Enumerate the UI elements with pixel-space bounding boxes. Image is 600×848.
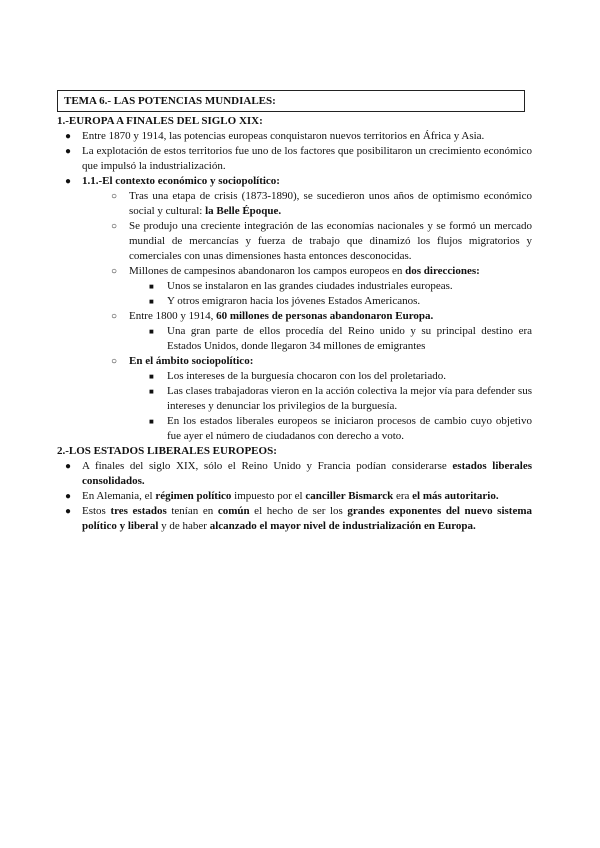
- list-item: ■ Las clases trabajadoras vieron en la acción colectiva la mejor vía para defender sus intereses y denunciar los privilegios de la burguesía.: [149, 385, 532, 412]
- list-item: ○ Entre 1800 y 1914, 60 millones de personas abandonaron Europa.: [111, 310, 434, 322]
- document-title: TEMA 6.- LAS POTENCIAS MUNDIALES:: [57, 90, 525, 112]
- list-item: ■ En los estados liberales europeos se iniciaron procesos de cambio cuyo objetivo fue ayer el número de ciudadanos con derecho a voto.: [149, 415, 532, 442]
- circle-bullet-icon: ○: [111, 191, 118, 202]
- circle-bullet-icon: ○: [111, 266, 118, 277]
- square-bullet-icon: ■: [149, 387, 154, 396]
- square-bullet-icon: ■: [149, 372, 154, 381]
- subsection-heading: ● 1.1.-El contexto económico y sociopolítico:: [65, 175, 280, 187]
- circle-bullet-icon: ○: [111, 311, 118, 322]
- square-bullet-icon: ■: [149, 282, 154, 291]
- list-item: ■ Unos se instalaron en las grandes ciudades industriales europeas.: [149, 280, 453, 292]
- disc-bullet-icon: ●: [65, 146, 72, 157]
- disc-bullet-icon: ●: [65, 491, 72, 502]
- section-heading-2: 2.-LOS ESTADOS LIBERALES EUROPEOS:: [57, 445, 277, 457]
- list-item: ● En Alemania, el régimen político impuesto por el canciller Bismarck era el más autoritario.: [65, 490, 499, 502]
- square-bullet-icon: ■: [149, 327, 154, 336]
- list-item: ■ Una gran parte de ellos procedía del Reino unido y su principal destino era Estados Unidos, donde llegaron 34 millones de emigrantes: [149, 325, 532, 352]
- square-bullet-icon: ■: [149, 297, 154, 306]
- list-item: ● Entre 1870 y 1914, las potencias europeas conquistaron nuevos territorios en África y Asia.: [65, 130, 485, 142]
- section-1-list: [57, 129, 532, 444]
- list-item: ■ Los intereses de la burguesía chocaron con los del proletariado.: [149, 370, 446, 382]
- list-item: ○ Se produjo una creciente integración de las economías nacionales y se formó un mercado mundial de mercancías y fuerza de trabajo que dinamizó los flujos migratorios y comerciales con unas dimensiones hasta entonces desconocidas.: [111, 220, 532, 262]
- circle-bullet-icon: ○: [111, 221, 118, 232]
- list-item: ○ Tras una etapa de crisis (1873-1890), se sucedieron unos años de optimismo económico social y cultural: la Belle Époque.: [111, 190, 532, 217]
- disc-bullet-icon: ●: [65, 176, 72, 187]
- disc-bullet-icon: ●: [65, 506, 72, 517]
- list-item: ■ Y otros emigraron hacia los jóvenes Estados Americanos.: [149, 295, 421, 307]
- disc-bullet-icon: ●: [65, 131, 72, 142]
- square-bullet-icon: ■: [149, 417, 154, 426]
- section-2-list: [57, 459, 532, 534]
- circle-bullet-icon: ○: [111, 356, 118, 367]
- list-item: ● A finales del siglo XIX, sólo el Reino Unido y Francia podían considerarse estados liberales consolidados.: [65, 460, 532, 487]
- list-item: ● Estos tres estados tenían en común el hecho de ser los grandes exponentes del nuevo sistema político y liberal y de haber alcanzado el mayor nivel de industrialización en Europa.: [65, 505, 533, 532]
- section-heading-1: 1.-EUROPA A FINALES DEL SIGLO XIX:: [57, 115, 263, 127]
- list-item: ○ En el ámbito sociopolítico:: [111, 355, 254, 367]
- list-item: ● La explotación de estos territorios fue uno de los factores que posibilitaron un crecimiento económico que impulsó la industrialización.: [65, 145, 532, 172]
- list-item: ○ Millones de campesinos abandonaron los campos europeos en dos direcciones:: [111, 265, 480, 277]
- disc-bullet-icon: ●: [65, 461, 72, 472]
- document-body: [57, 114, 532, 534]
